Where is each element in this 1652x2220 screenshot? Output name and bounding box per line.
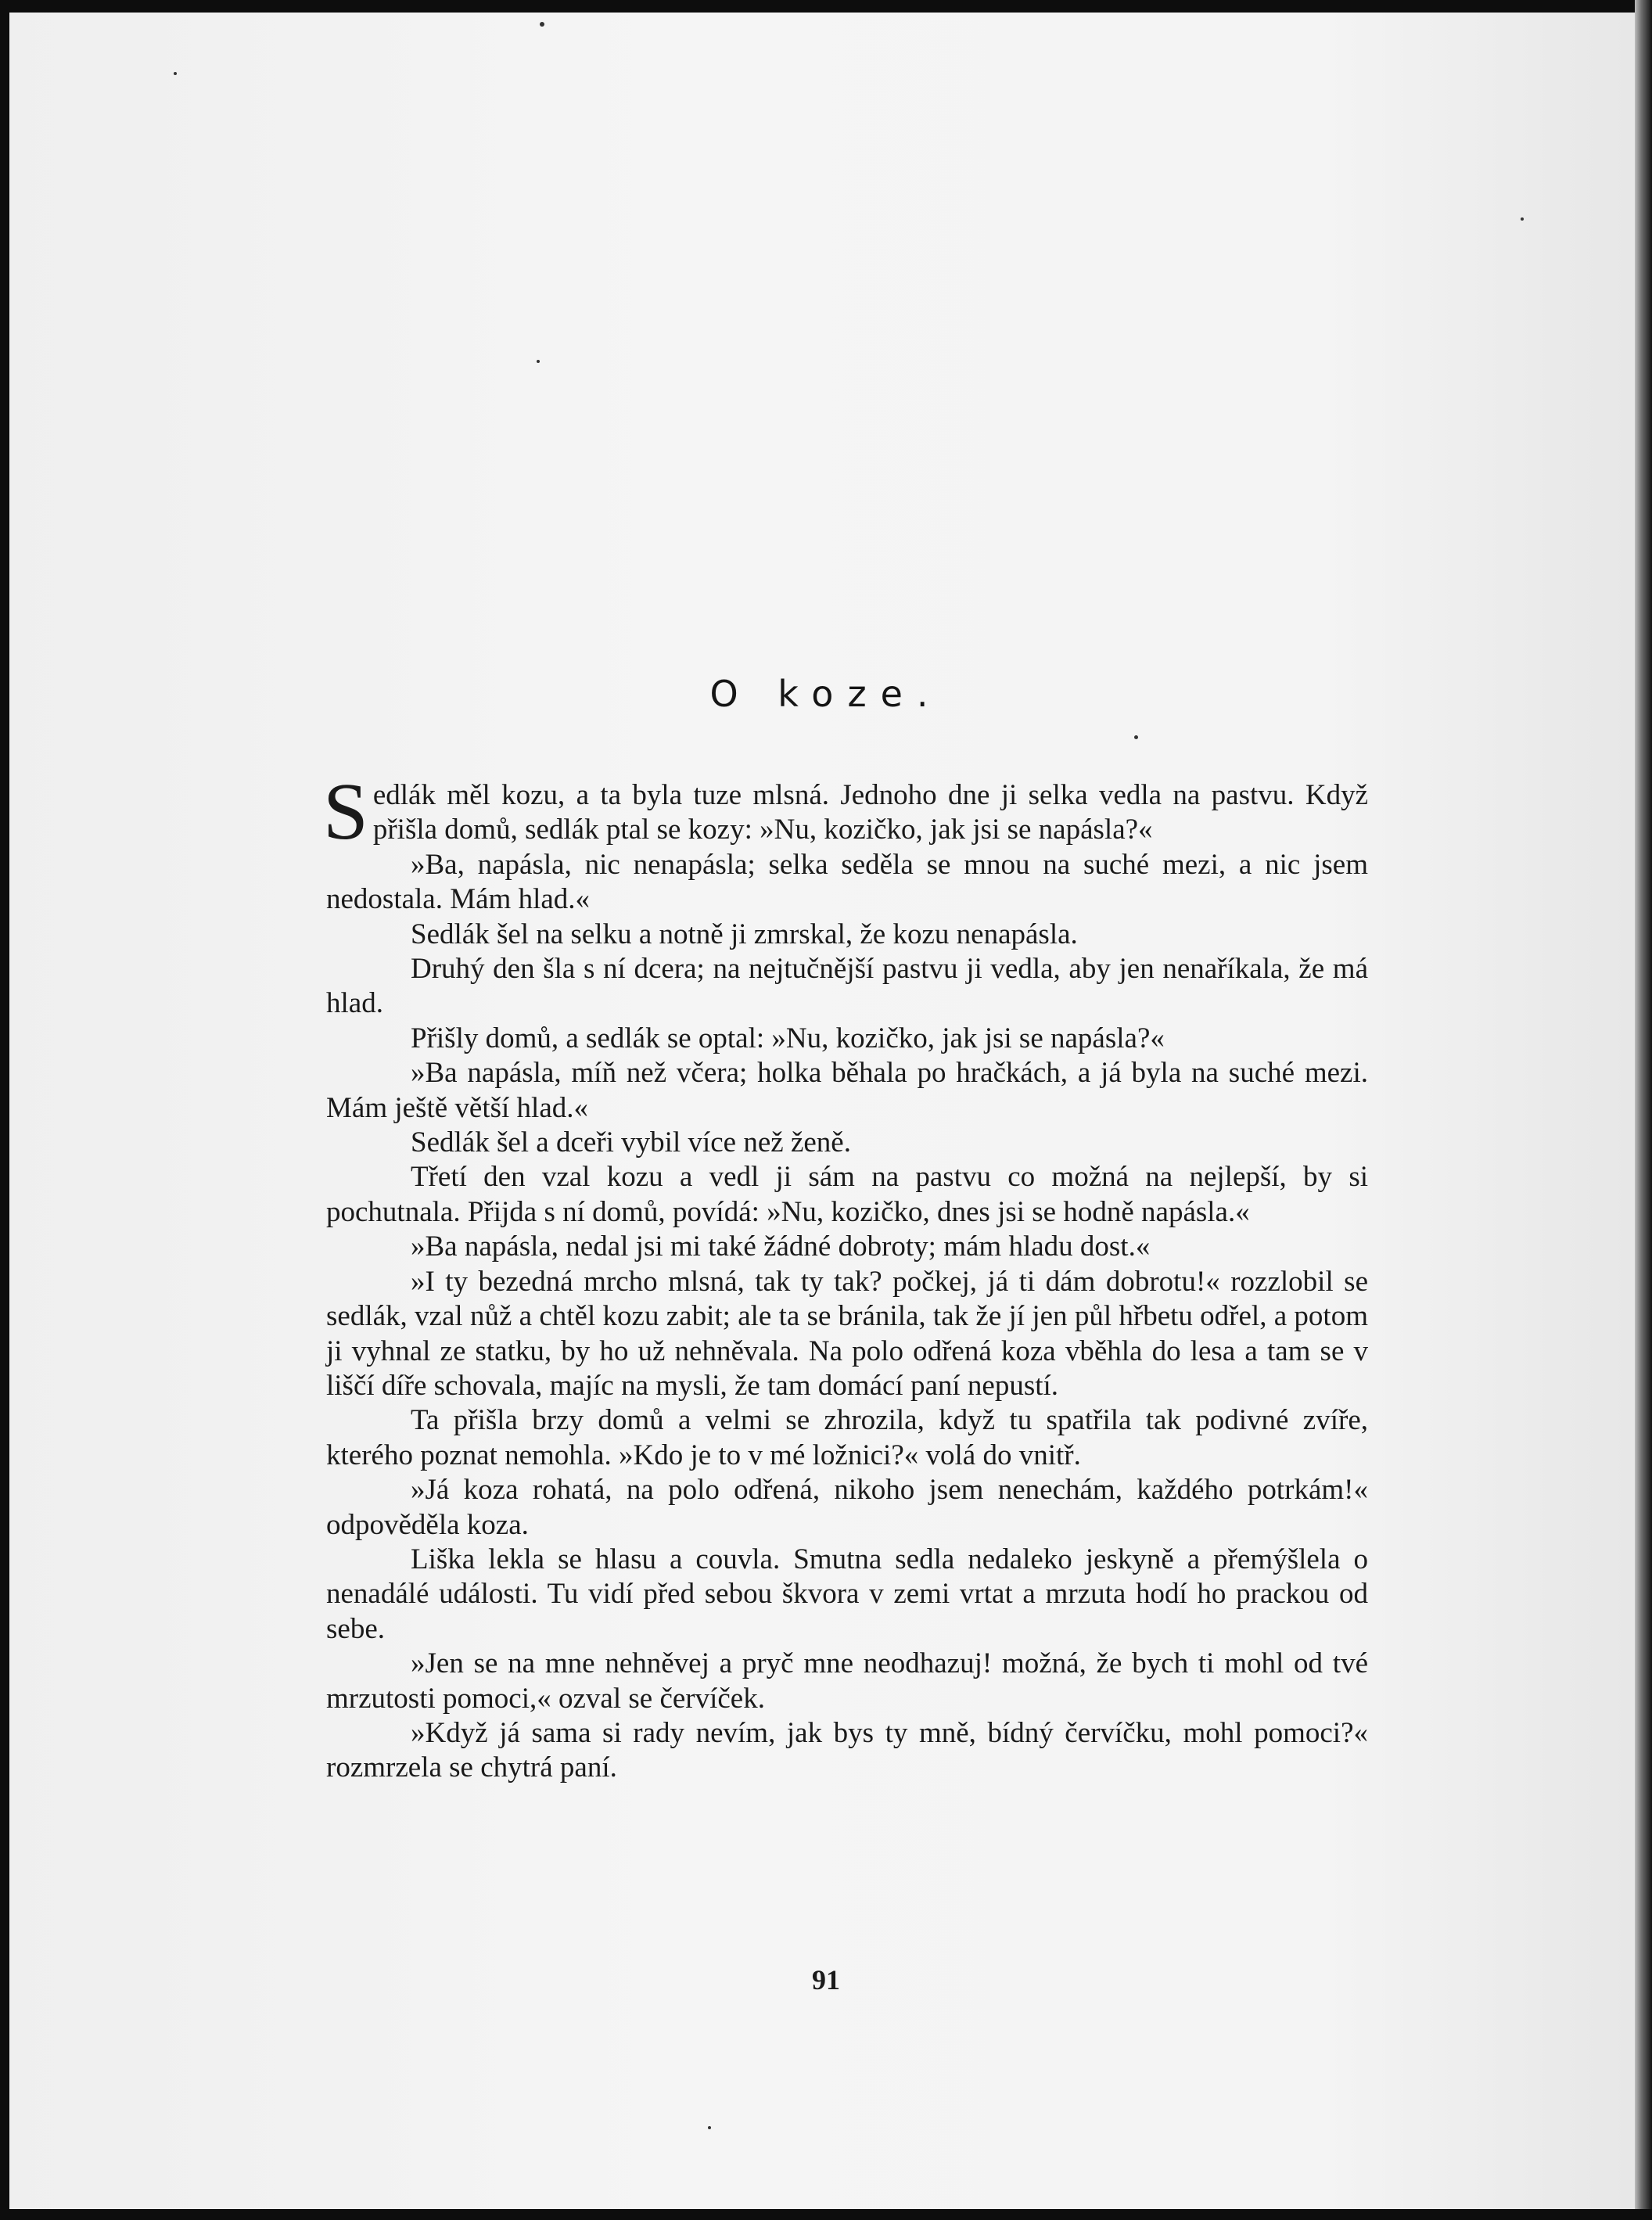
scan-speck: [174, 72, 177, 75]
paragraph: »Já koza rohatá, na polo odřená, nikoho jsem nenechám, každého potrkám!« odpověděla koza.: [326, 1474, 1368, 1541]
drop-cap: S: [323, 767, 368, 857]
scan-speck: [708, 2126, 711, 2129]
scan-speck: [1521, 217, 1524, 221]
paragraph: »I ty bezedná mrcho mlsná, tak ty tak? počkej, já ti dám dobrotu!« rozzlobil se sedlák, vzal nůž a chtěl kozu zabit; ale ta se bránila, tak že jí jen půl hřbetu odřel, a potom ji vyhnal ze statku, by ho už nehněvala. Na polo odřená koza vběhla do lesa a tam se v liščí díře schovala, majíc na mysli, že tam domácí paní nepustí.: [326, 1265, 1368, 1402]
scan-border-bottom: [0, 2209, 1652, 2220]
story-title: O koze.: [709, 673, 943, 715]
paragraph: »Ba napásla, míň než včera; holka běhala po hračkách, a já byla na suché mezi. Mám ještě větší hlad.«: [326, 1057, 1368, 1124]
paragraph: Přišly domů, a sedlák se optal: »Nu, kozičko, jak jsi se napásla?«: [411, 1022, 1165, 1054]
paragraph: »Jen se na mne nehněvej a pryč mne neodhazuj! možná, že bych ti mohl od tvé mrzutosti pomoci,« ozval se červíček.: [326, 1647, 1368, 1715]
page-number: 91: [812, 1964, 840, 1995]
scan-border-top: [0, 0, 1652, 13]
paragraph-text: edlák měl kozu, a ta byla tuze mlsná. Jednoho dne ji selka vedla na pastvu. Když přišla domů, sedlák ptal se kozy: »Nu, kozičko, jak jsi se napásla?«: [372, 779, 1368, 846]
paragraph: Ta přišla brzy domů a velmi se zhrozila, když tu spatřila tak podivné zvíře, kterého poznat nemohla. »Kdo je to v mé ložnici?« volá do vnitř.: [326, 1404, 1368, 1471]
paragraph: Třetí den vzal kozu a vedl ji sám na pastvu co možná na nejlepší, by si pochutnala. Přijda s ní domů, povídá: »Nu, kozičko, dnes jsi se hodně napásla.«: [326, 1161, 1368, 1228]
paragraph: Sedlák šel a dceři vybil více než ženě.: [411, 1126, 851, 1159]
scan-speck: [1134, 735, 1138, 739]
story-text: [323, 767, 1368, 1786]
scan-border-left: [0, 0, 9, 2220]
scan-border-right: [1635, 0, 1652, 2220]
paragraph: Liška lekla se hlasu a couvla. Smutna sedla nedaleko jeskyně a přemýšlela o nenadálé události. Tu vidí před sebou škvora v zemi vrtat a mrzuta hodí ho prackou od sebe.: [326, 1543, 1368, 1645]
paragraph: Sedlák šel na selku a notně ji zmrskal, že kozu nenapásla.: [411, 918, 1078, 950]
paragraph: »Když já sama si rady nevím, jak bys ty mně, bídný červíčku, mohl pomoci?« rozmrzela se chytrá paní.: [326, 1716, 1368, 1784]
scan-speck: [537, 360, 540, 363]
paragraph: [323, 767, 1368, 857]
paragraph: Druhý den šla s ní dcera; na nejtučnější pastvu ji vedla, aby jen nenaříkala, že má hlad.: [326, 953, 1368, 1020]
paragraph: »Ba, napásla, nic nenapásla; selka seděla se mnou na suché mezi, a nic jsem nedostala. Mám hlad.«: [326, 848, 1368, 916]
scan-speck: [540, 22, 544, 27]
paragraph: »Ba napásla, nedal jsi mi také žádné dobroty; mám hladu dost.«: [411, 1230, 1151, 1263]
